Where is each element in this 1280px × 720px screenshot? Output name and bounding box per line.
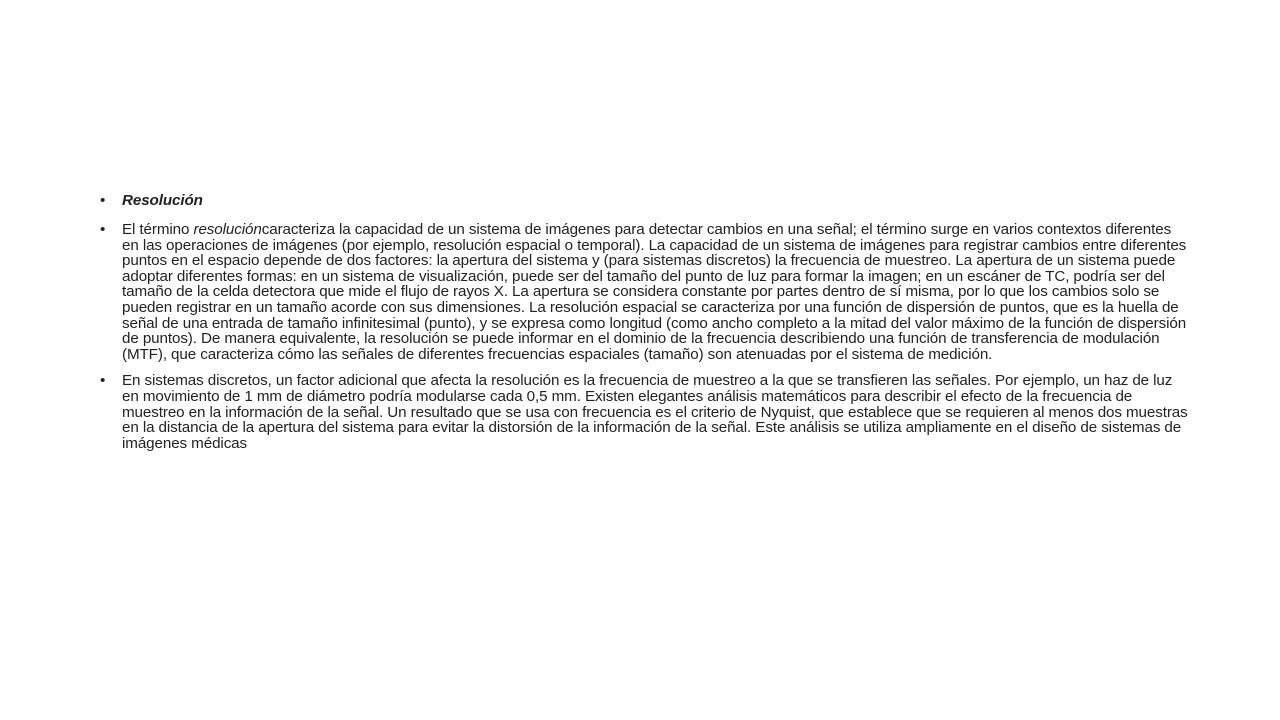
paragraph-1-body: caracteriza la capacidad de un sistema de imágenes para detectar cambios en una señal; el término surge en varios contextos diferentes en las operaciones de imágenes (por ejemplo, resolución espacial o temporal). La capacidad de un sistema de imágenes para registrar cambios entre diferentes puntos en el espacio depende de dos factores: la apertura del sistema y (para sistemas discretos) la frecuencia de muestreo. La apertura de un sistema puede adoptar diferentes formas: en un sistema de visualización, puede ser del tamaño del punto de luz para formar la imagen; en un escáner de TC, podría ser del tamaño de la celda detectora que mide el flujo de rayos X. La apertura se considera constante por partes dentro de sí misma, por lo que los cambios solo se pueden registrar en un tamaño acorde con sus dimensiones. La resolución espacial se caracteriza por una función de dispersión de puntos, que es la huella de señal de una entrada de tamaño infinitesimal (punto), y se expresa como longitud (como ancho completo a la mitad del valor máximo de la función de dispersión de puntos). De manera equivalente, la resolución se puede informar en el dominio de la frecuencia describiendo una función de transferencia de modulación (MTF), que caracteriza cómo las señales de diferentes frecuencias espaciales (tamaño) son atenuadas por el sistema de medición. <box>122 221 1187 363</box>
paragraph-1-emphasis: resolución <box>193 221 262 238</box>
slide-heading: Resolución <box>122 192 203 209</box>
paragraph-bullet-1 <box>100 222 1190 362</box>
bullet-icon: • <box>100 221 106 238</box>
paragraph-bullet-2 <box>100 373 1190 451</box>
bullet-list <box>100 190 1190 462</box>
heading-bullet <box>100 190 1190 212</box>
bullet-icon: • <box>100 372 106 390</box>
paragraph-1-intro: El término <box>122 221 194 238</box>
paragraph-2-text: En sistemas discretos, un factor adicional que afecta la resolución es la frecuencia de muestreo a la que se transfieren las señales. Por ejemplo, un haz de luz en movimiento de 1 mm de diámetro podría modularse cada 0,5 mm. Existen elegantes análisis matemáticos para describir el efecto de la frecuencia de muestreo en la información de la señal. Un resultado que se usa con frecuencia es el criterio de Nyquist, que establece que se requieren al menos dos muestras en la distancia de la apertura del sistema para evitar la distorsión de la información de la señal. Este análisis se utiliza ampliamente en el diseño de sistemas de imágenes médicas <box>122 372 1188 452</box>
bullet-icon: • <box>100 192 106 209</box>
